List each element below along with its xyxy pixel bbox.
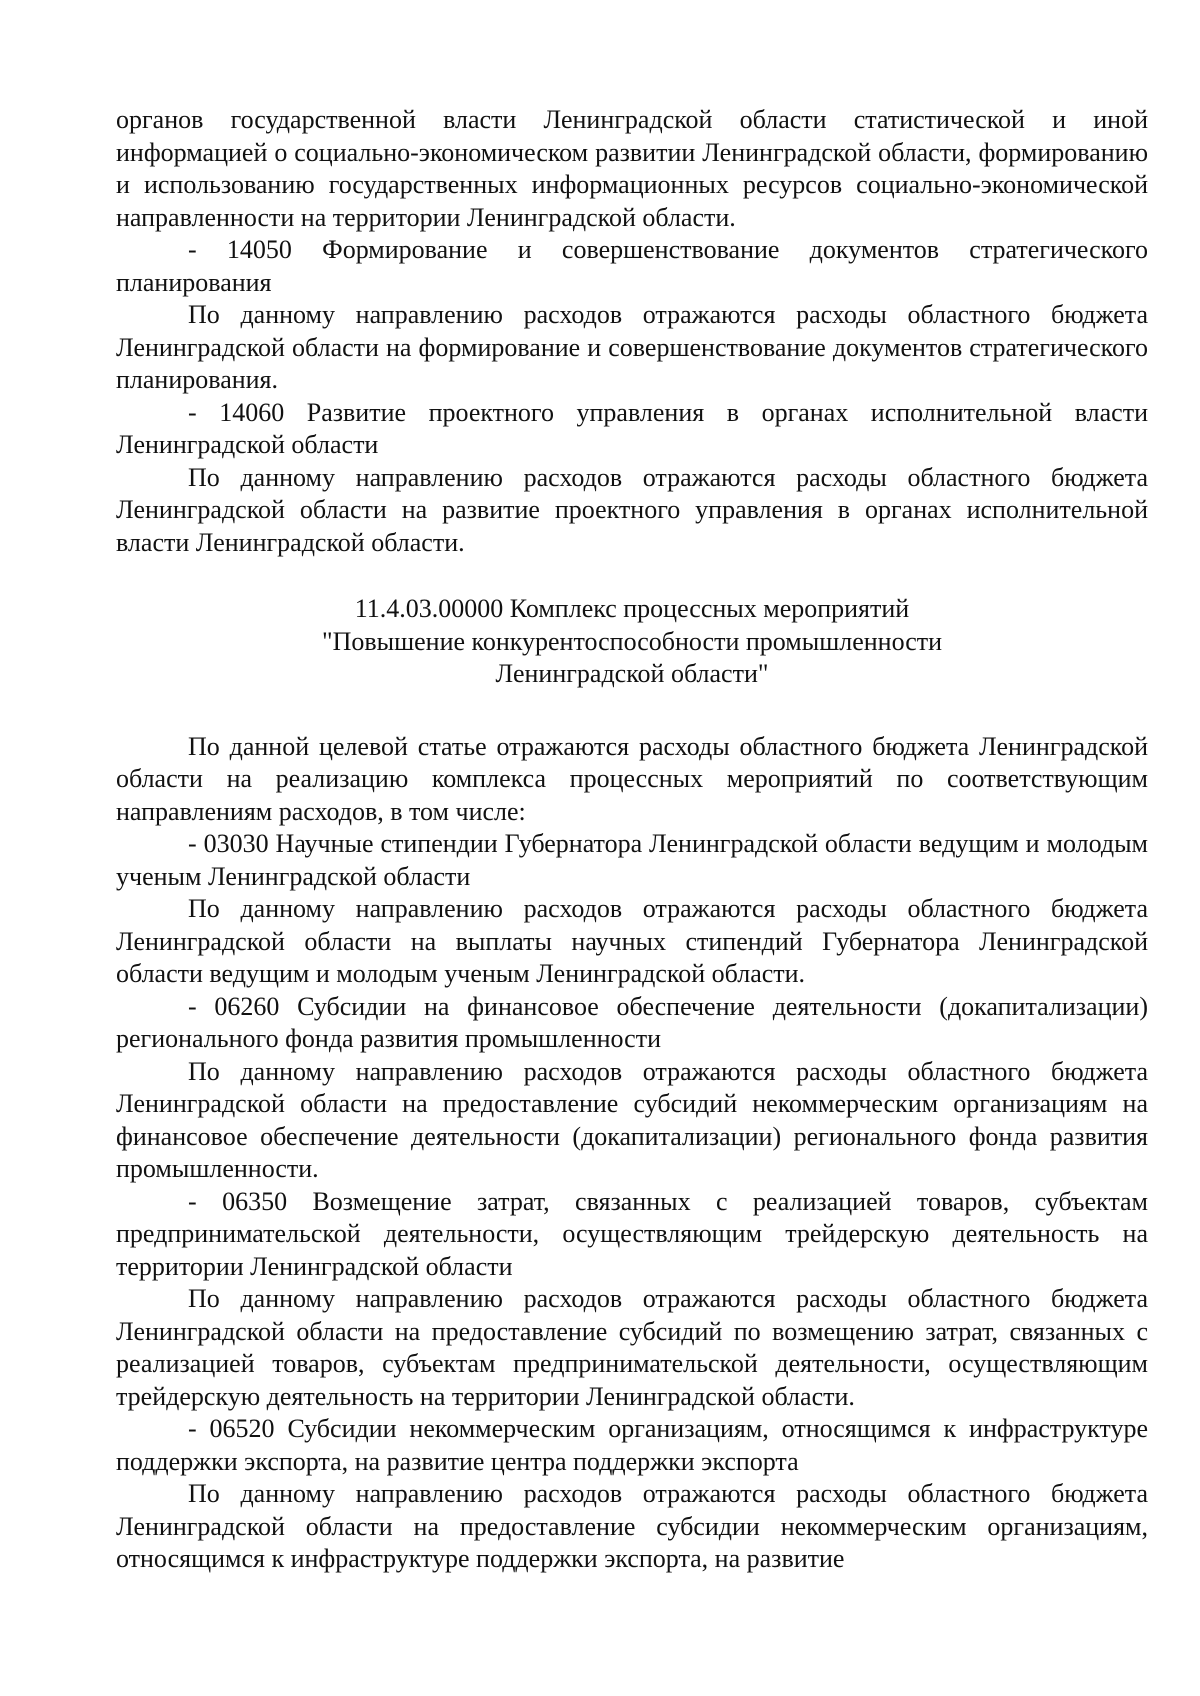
- section-heading-line-1: 11.4.03.00000 Комплекс процессных мероприятий: [354, 594, 910, 623]
- item-06350: - 06350 Возмещение затрат, связанных с реализацией товаров, субъектам предпринимательской деятельности, осуществляющим трейдерскую деятельность на территории Ленинградской области: [116, 1186, 1148, 1281]
- paragraph-14050-description: По данному направлению расходов отражаются расходы областного бюджета Ленинградской области на формирование и совершенствование документов стратегического планирования.: [116, 300, 1148, 394]
- paragraph-06350-description: По данному направлению расходов отражаются расходы областного бюджета Ленинградской области на предоставление субсидий по возмещению затрат, связанных с реализацией товаров, субъектам предпринимательской деятельности, осуществляющим трейдерскую деятельность на территории Ленинградской области.: [116, 1284, 1148, 1411]
- section-heading-line-3: Ленинградской области": [495, 659, 769, 688]
- paragraph-06260-description: По данному направлению расходов отражаются расходы областного бюджета Ленинградской области на предоставление субсидий некоммерческим организациям на финансовое обеспечение деятельности (докапитализации) регионального фонда развития промышленности.: [116, 1056, 1148, 1183]
- item-06520: - 06520 Субсидии некоммерческим организациям, относящимся к инфраструктуре поддержки экспорта, на развитие центра поддержки экспорта: [116, 1414, 1148, 1476]
- document-page: [116, 104, 1148, 1576]
- paragraph-continuation: органов государственной власти Ленинградской области статистической и иной информацией о социально-экономическом развитии Ленинградской области, формированию и использованию государственных информационных ресурсов социально-экономической направленности на территории Ленинградской области.: [116, 105, 1148, 232]
- item-14060: - 14060 Развитие проектного управления в органах исполнительной власти Ленинградской области: [116, 397, 1148, 459]
- section-heading: [116, 593, 1148, 691]
- item-06260: - 06260 Субсидии на финансовое обеспечение деятельности (докапитализации) регионального фонда развития промышленности: [116, 991, 1148, 1053]
- item-14050: - 14050 Формирование и совершенствование документов стратегического планирования: [116, 235, 1148, 297]
- paragraph-section-intro: По данной целевой статье отражаются расходы областного бюджета Ленинградской области на реализацию комплекса процессных мероприятий по соответствующим направлениям расходов, в том числе:: [116, 731, 1148, 826]
- paragraph-06520-description: По данному направлению расходов отражаются расходы областного бюджета Ленинградской области на предоставление субсидии некоммерческим организациям, относящимся к инфраструктуре поддержки экспорта, на развитие: [116, 1479, 1148, 1573]
- paragraph-14060-description: По данному направлению расходов отражаются расходы областного бюджета Ленинградской области на развитие проектного управления в органах исполнительной власти Ленинградской области.: [116, 462, 1148, 557]
- item-03030: - 03030 Научные стипендии Губернатора Ленинградской области ведущим и молодым ученым Ленинградской области: [116, 829, 1148, 891]
- paragraph-03030-description: По данному направлению расходов отражаются расходы областного бюджета Ленинградской области на выплаты научных стипендий Губернатора Ленинградской области ведущим и молодым ученым Ленинградской области.: [116, 894, 1148, 988]
- section-heading-line-2: "Повышение конкурентоспособности промышленности: [321, 626, 943, 656]
